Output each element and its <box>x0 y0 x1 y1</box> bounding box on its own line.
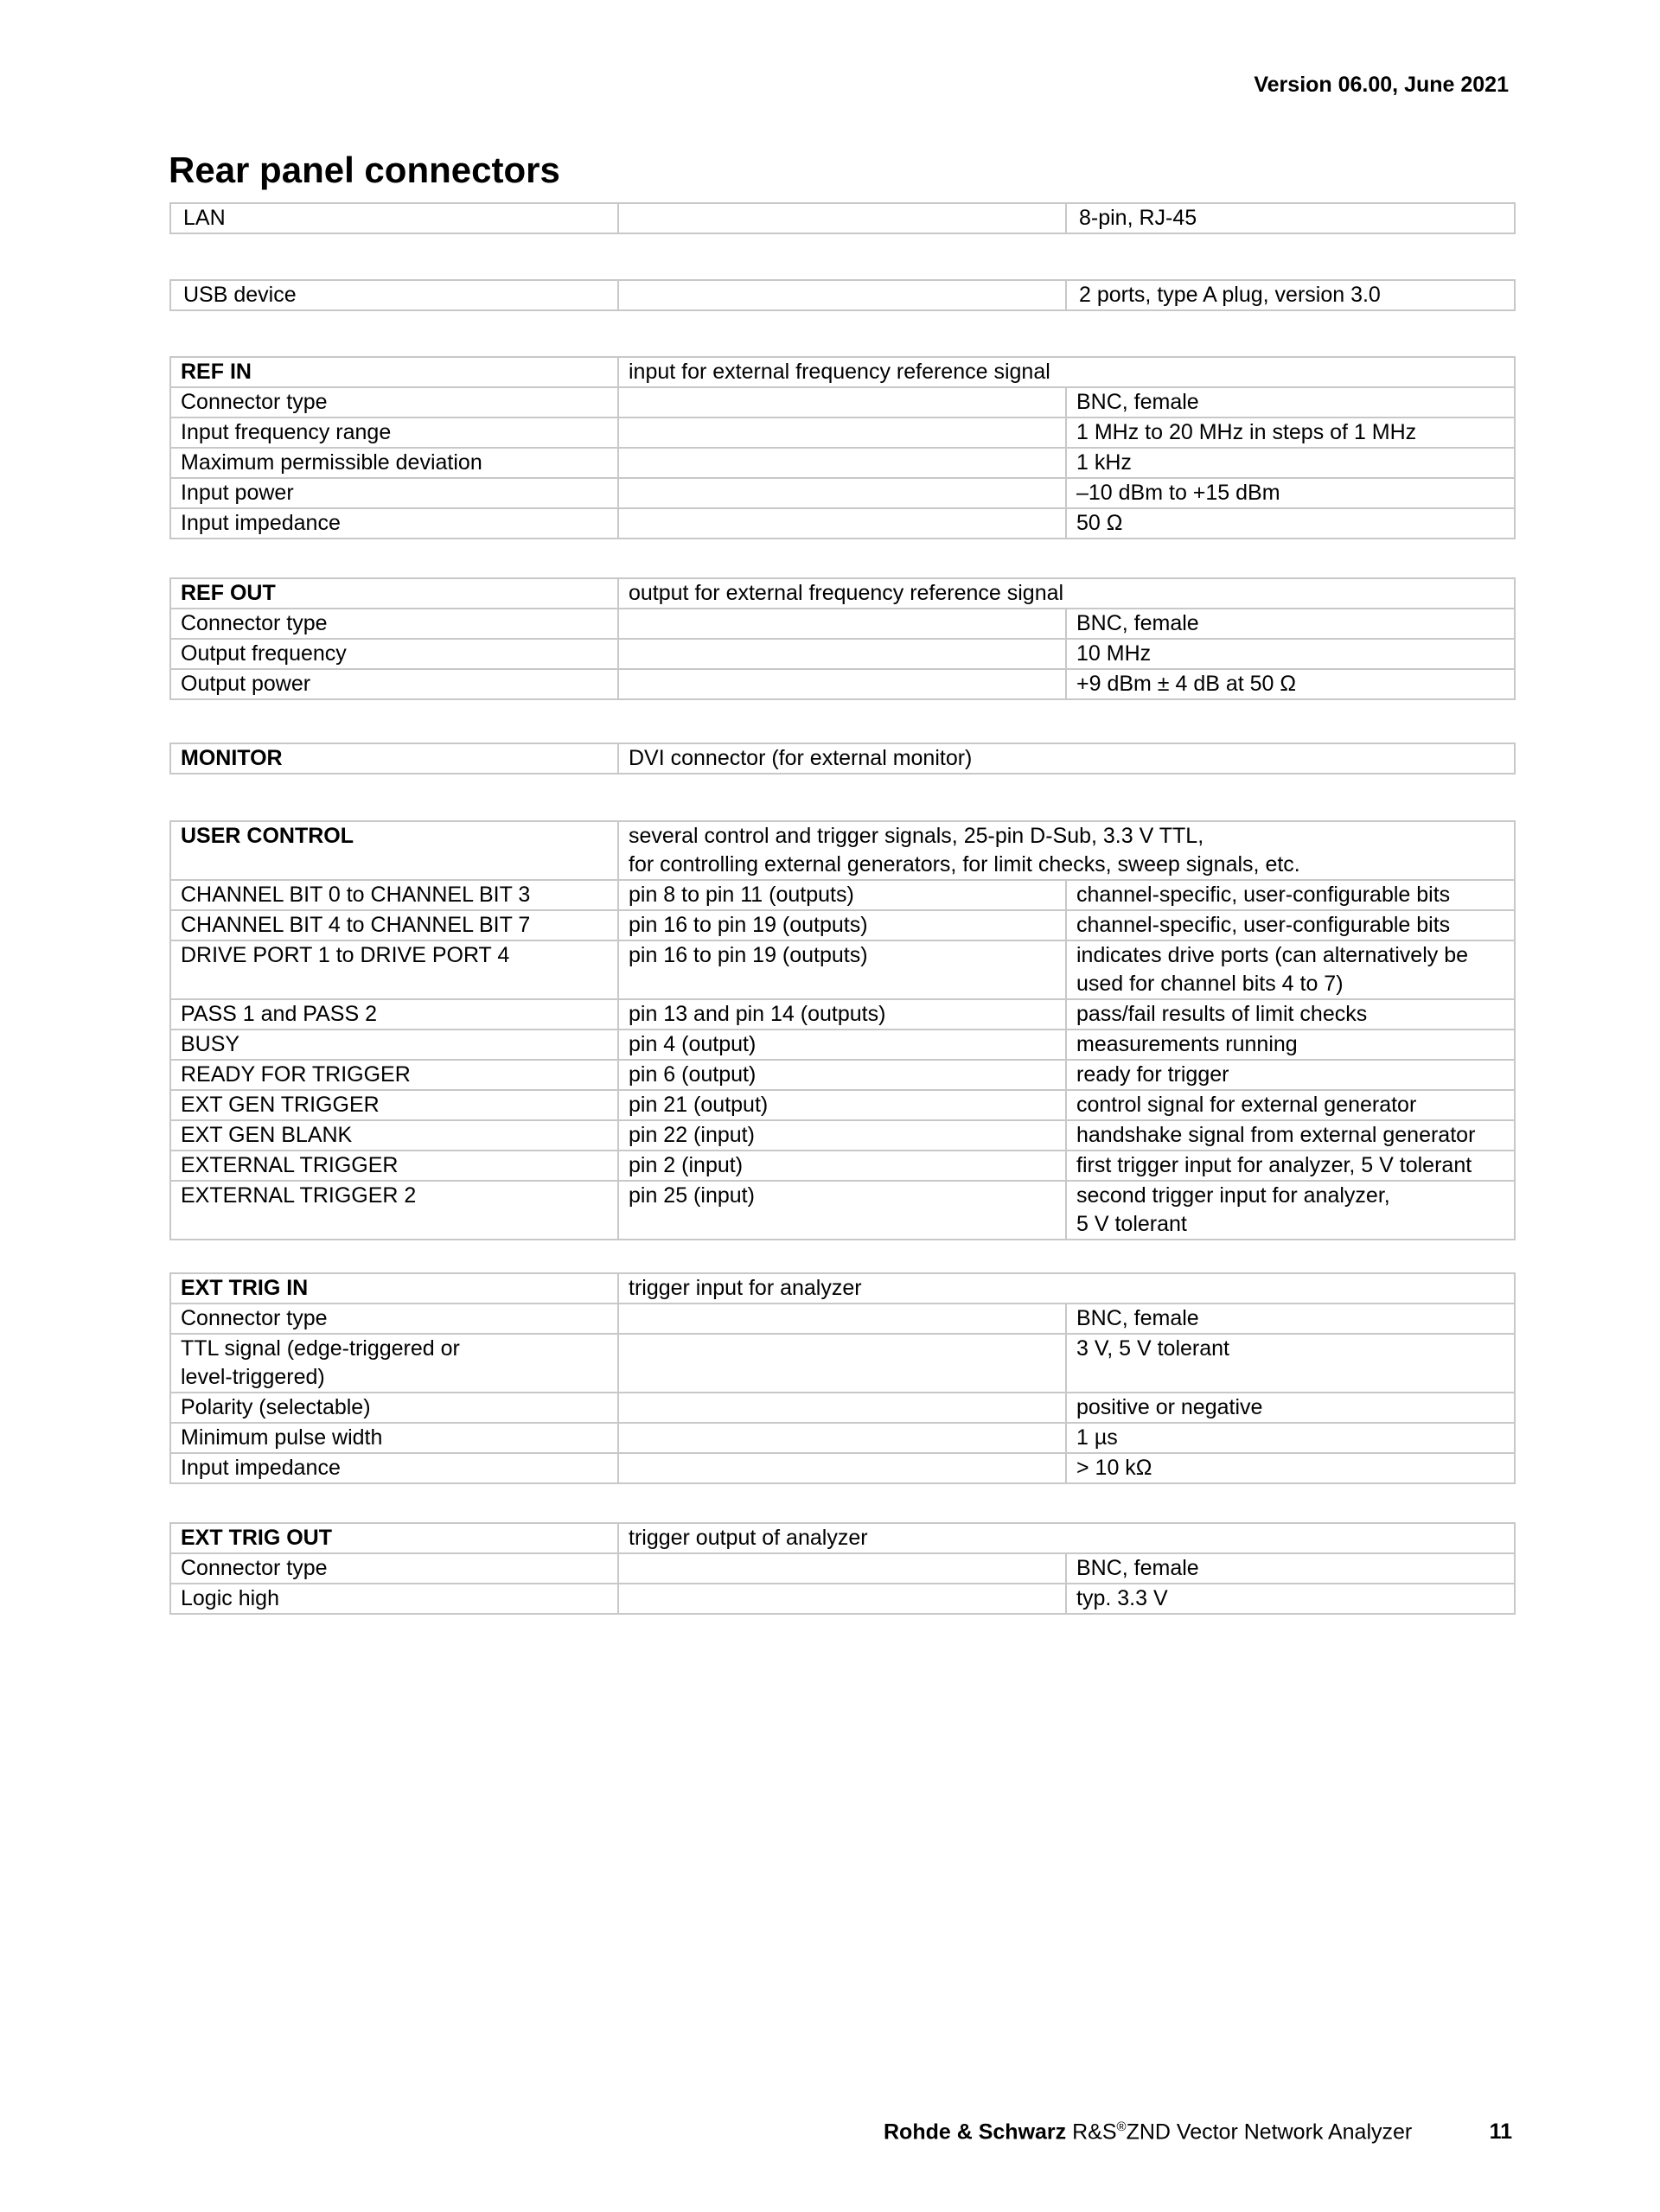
table-cell: > 10 kΩ <box>1066 1453 1515 1483</box>
table-cell: trigger output of analyzer <box>618 1523 1515 1553</box>
table-cell: Connector type <box>170 1304 618 1334</box>
table-cell: second trigger input for analyzer, 5 V tolerant <box>1066 1181 1515 1240</box>
table-cell: output for external frequency reference signal <box>618 578 1515 609</box>
spec-table-user-control <box>169 820 1516 1240</box>
table-cell <box>618 280 1066 310</box>
table-row <box>170 1453 1515 1483</box>
table-cell: DRIVE PORT 1 to DRIVE PORT 4 <box>170 940 618 999</box>
table-row <box>170 1423 1515 1453</box>
table-cell: pin 13 and pin 14 (outputs) <box>618 999 1066 1030</box>
table-cell: Output frequency <box>170 639 618 669</box>
spec-table-usb-device <box>169 279 1516 311</box>
table-cell <box>618 448 1066 478</box>
table-cell: pin 22 (input) <box>618 1120 1066 1151</box>
table-cell: BNC, female <box>1066 1304 1515 1334</box>
table-row <box>170 203 1515 233</box>
spec-table-ext-trig-out <box>169 1522 1516 1615</box>
document-version: Version 06.00, June 2021 <box>1254 73 1509 97</box>
table-cell: Input power <box>170 478 618 508</box>
table-row <box>170 387 1515 418</box>
table-row <box>170 1120 1515 1151</box>
table-cell: REF OUT <box>170 578 618 609</box>
table-row <box>170 1393 1515 1423</box>
table-cell: Polarity (selectable) <box>170 1393 618 1423</box>
table-cell <box>618 609 1066 639</box>
table-row <box>170 1334 1515 1393</box>
table-cell: EXT TRIG IN <box>170 1273 618 1304</box>
table-cell: 50 Ω <box>1066 508 1515 539</box>
table-cell: indicates drive ports (can alternatively be used for channel bits 4 to 7) <box>1066 940 1515 999</box>
table-cell: pass/fail results of limit checks <box>1066 999 1515 1030</box>
table-cell: CHANNEL BIT 0 to CHANNEL BIT 3 <box>170 880 618 910</box>
table-cell: BNC, female <box>1066 609 1515 639</box>
table-cell: Input impedance <box>170 1453 618 1483</box>
table-cell: EXT TRIG OUT <box>170 1523 618 1553</box>
section-title: Rear panel connectors <box>169 150 560 190</box>
table-row <box>170 1060 1515 1090</box>
table-row <box>170 1553 1515 1584</box>
table-row <box>170 448 1515 478</box>
table-cell <box>618 1393 1066 1423</box>
table-cell: ready for trigger <box>1066 1060 1515 1090</box>
table-cell: EXT GEN BLANK <box>170 1120 618 1151</box>
table-cell: typ. 3.3 V <box>1066 1584 1515 1614</box>
table-cell: Maximum permissible deviation <box>170 448 618 478</box>
table-cell: TTL signal (edge-triggered or level-triggered) <box>170 1334 618 1393</box>
table-cell <box>618 203 1066 233</box>
table-cell <box>618 639 1066 669</box>
table-cell: EXT GEN TRIGGER <box>170 1090 618 1120</box>
table-cell: handshake signal from external generator <box>1066 1120 1515 1151</box>
table-row <box>170 1584 1515 1614</box>
table-row <box>170 880 1515 910</box>
table-header-row <box>170 1273 1515 1304</box>
table-cell: +9 dBm ± 4 dB at 50 Ω <box>1066 669 1515 699</box>
table-cell: READY FOR TRIGGER <box>170 1060 618 1090</box>
table-cell: Minimum pulse width <box>170 1423 618 1453</box>
table-cell <box>618 1453 1066 1483</box>
table-cell: Connector type <box>170 1553 618 1584</box>
table-cell: pin 16 to pin 19 (outputs) <box>618 940 1066 999</box>
table-cell: BNC, female <box>1066 387 1515 418</box>
table-row <box>170 1030 1515 1060</box>
table-cell: 1 µs <box>1066 1423 1515 1453</box>
table-cell <box>618 478 1066 508</box>
table-cell: EXTERNAL TRIGGER 2 <box>170 1181 618 1240</box>
table-cell: pin 2 (input) <box>618 1151 1066 1181</box>
table-cell: first trigger input for analyzer, 5 V tolerant <box>1066 1151 1515 1181</box>
table-cell: trigger input for analyzer <box>618 1273 1515 1304</box>
table-cell: pin 8 to pin 11 (outputs) <box>618 880 1066 910</box>
spec-table-lan <box>169 202 1516 234</box>
table-row <box>170 639 1515 669</box>
table-cell: 1 MHz to 20 MHz in steps of 1 MHz <box>1066 418 1515 448</box>
table-cell: –10 dBm to +15 dBm <box>1066 478 1515 508</box>
table-cell: Output power <box>170 669 618 699</box>
table-row <box>170 609 1515 639</box>
table-cell: BNC, female <box>1066 1553 1515 1584</box>
table-cell: BUSY <box>170 1030 618 1060</box>
table-cell: EXTERNAL TRIGGER <box>170 1151 618 1181</box>
table-row <box>170 940 1515 999</box>
table-cell <box>618 418 1066 448</box>
table-cell: 2 ports, type A plug, version 3.0 <box>1066 280 1515 310</box>
table-cell: USER CONTROL <box>170 821 618 880</box>
table-cell: pin 6 (output) <box>618 1060 1066 1090</box>
table-cell: 8-pin, RJ-45 <box>1066 203 1515 233</box>
table-cell <box>618 1553 1066 1584</box>
table-cell: Logic high <box>170 1584 618 1614</box>
table-cell: pin 16 to pin 19 (outputs) <box>618 910 1066 940</box>
table-row <box>170 1304 1515 1334</box>
table-cell: Connector type <box>170 387 618 418</box>
registered-mark: ® <box>1116 2120 1127 2134</box>
table-cell <box>618 508 1066 539</box>
table-row <box>170 418 1515 448</box>
table-cell: channel-specific, user-configurable bits <box>1066 910 1515 940</box>
table-row <box>170 1090 1515 1120</box>
table-cell: 3 V, 5 V tolerant <box>1066 1334 1515 1393</box>
table-cell: Input impedance <box>170 508 618 539</box>
table-row <box>170 669 1515 699</box>
table-row <box>170 910 1515 940</box>
table-header-row <box>170 743 1515 774</box>
table-cell: pin 25 (input) <box>618 1181 1066 1240</box>
table-cell <box>618 1304 1066 1334</box>
table-cell: control signal for external generator <box>1066 1090 1515 1120</box>
company-name: Rohde & Schwarz <box>884 2120 1067 2145</box>
table-cell <box>618 1334 1066 1393</box>
table-row <box>170 999 1515 1030</box>
table-cell: channel-specific, user-configurable bits <box>1066 880 1515 910</box>
table-row <box>170 1151 1515 1181</box>
table-cell: positive or negative <box>1066 1393 1515 1423</box>
table-cell: CHANNEL BIT 4 to CHANNEL BIT 7 <box>170 910 618 940</box>
table-cell: 10 MHz <box>1066 639 1515 669</box>
product-name: ZND Vector Network Analyzer <box>1126 2120 1413 2145</box>
table-cell: Connector type <box>170 609 618 639</box>
table-row <box>170 1181 1515 1240</box>
spec-table-ref-out <box>169 577 1516 700</box>
table-cell: DVI connector (for external monitor) <box>618 743 1515 774</box>
table-row <box>170 508 1515 539</box>
table-cell <box>618 669 1066 699</box>
spec-table-ext-trig-in <box>169 1272 1516 1484</box>
spec-table-monitor <box>169 743 1516 775</box>
table-header-row <box>170 357 1515 387</box>
table-row <box>170 478 1515 508</box>
table-cell <box>618 1584 1066 1614</box>
table-cell: pin 21 (output) <box>618 1090 1066 1120</box>
table-cell: Input frequency range <box>170 418 618 448</box>
product-prefix: R&S <box>1072 2120 1117 2145</box>
table-cell: MONITOR <box>170 743 618 774</box>
table-cell: REF IN <box>170 357 618 387</box>
table-header-row <box>170 578 1515 609</box>
table-cell: measurements running <box>1066 1030 1515 1060</box>
table-header-row <box>170 1523 1515 1553</box>
table-cell: pin 4 (output) <box>618 1030 1066 1060</box>
table-cell: several control and trigger signals, 25-pin D-Sub, 3.3 V TTL, for controlling external generators, for limit checks, sweep signals, etc. <box>618 821 1515 880</box>
page-number: 11 <box>1489 2120 1512 2144</box>
table-cell <box>618 387 1066 418</box>
page-footer <box>884 2120 1515 2145</box>
table-cell: USB device <box>170 280 618 310</box>
table-cell: PASS 1 and PASS 2 <box>170 999 618 1030</box>
table-cell <box>618 1423 1066 1453</box>
table-cell: LAN <box>170 203 618 233</box>
table-row <box>170 280 1515 310</box>
table-cell: input for external frequency reference signal <box>618 357 1515 387</box>
table-cell: 1 kHz <box>1066 448 1515 478</box>
table-header-row <box>170 821 1515 880</box>
spec-table-ref-in <box>169 356 1516 539</box>
